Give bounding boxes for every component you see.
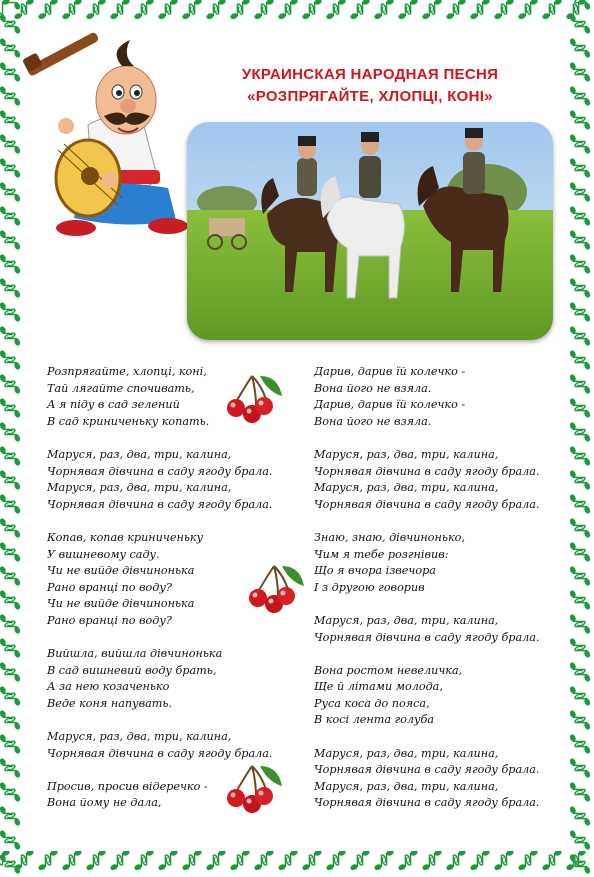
lyric-line: Розпрягайте, хлопці, коні, [47, 365, 207, 378]
lyric-line: А я піду в сад зелений [47, 398, 180, 412]
lyric-line: Що я вчора ізвечора [314, 564, 436, 578]
lyric-line: І з другою говорив [314, 580, 425, 594]
stanza [314, 663, 564, 729]
lyric-line: Маруся, раз, два, три, калина, [314, 447, 499, 461]
stanza [47, 646, 287, 712]
lyric-line: У вишневому саду. [47, 547, 160, 561]
music-note-border-top [0, 0, 594, 26]
lyric-line: Вона його не взяла. [314, 381, 432, 395]
lyric-line: В косі лента голуба [314, 713, 435, 727]
lyric-line: Чи не вийде дівчинонька [47, 564, 195, 578]
stanza [314, 447, 564, 513]
lyric-line: Копав, копав криниченьку [47, 530, 204, 544]
music-note-border-right [570, 0, 594, 877]
lyric-line: Чорнявая дівчина в саду ягоду брала. [47, 746, 273, 760]
lyric-line: Чорнявая дівчина в саду ягоду брала. [47, 497, 273, 511]
lyric-line: Просив, просив відеречко - [47, 779, 208, 793]
stanza [314, 364, 564, 430]
lyric-line: Руса коса до пояса, [314, 696, 430, 710]
lyric-line: Вона його не взяла. [314, 414, 432, 428]
lyric-line: Вона ростом невеличка, [314, 663, 463, 677]
lyric-line: Маруся, раз, два, три, калина, [314, 613, 499, 627]
music-note-border-bottom [0, 851, 594, 877]
lyric-line: Рано вранці по воду? [47, 613, 172, 627]
lyric-line: Маруся, раз, два, три, калина, [314, 481, 499, 495]
lyric-line: Чорнявая дівчина в саду ягоду брала. [314, 464, 540, 478]
lyric-line: Чорнявая дівчина в саду ягоду брала. [47, 464, 273, 478]
lyric-line: Маруся, раз, два, три, калина, [47, 730, 232, 744]
lyrics-column-right [314, 364, 564, 829]
lyric-line: Вийшла, вийшла дівчинонька [47, 647, 223, 661]
stanza [314, 530, 564, 596]
lyric-line: Ще й літами молода, [314, 680, 443, 694]
lyric-line: Дарив, дарив їй колечко - [314, 398, 466, 412]
stanza [314, 746, 564, 812]
stanza [47, 729, 287, 762]
lyric-line: Веде коня напувать. [47, 696, 173, 710]
title-line-2: «РОЗПРЯГАЙТЕ, ХЛОПЦІ, КОНІ» [247, 88, 493, 105]
lyric-line: Маруся, раз, два, три, калина, [314, 779, 499, 793]
page-title [200, 64, 540, 108]
stanza [314, 613, 564, 646]
lyric-line: Маруся, раз, два, три, калина, [47, 447, 232, 461]
lyric-line: В сад вишневий воду брать, [47, 663, 217, 677]
lyric-line: Рано вранці по воду? [47, 580, 172, 594]
lyric-line: Чи не вийде дівчинонька [47, 597, 195, 611]
lyric-line: Чорнявая дівчина в саду ягоду брала. [314, 497, 540, 511]
stanza [47, 447, 287, 513]
stanza [47, 364, 287, 430]
lyric-line: В сад криниченьку копать. [47, 414, 210, 428]
lyrics-column-left [47, 364, 287, 829]
lyric-line: Чорнявая дівчина в саду ягоду брала. [314, 763, 540, 777]
stanza [47, 779, 287, 812]
title-line-1: УКРАИНСКАЯ НАРОДНАЯ ПЕСНЯ [241, 66, 499, 83]
cossacks-photo [187, 122, 553, 340]
lyric-line: Вона йому не дала, [47, 796, 162, 810]
lyric-line: Тай лягайте спочивать, [47, 381, 195, 395]
lyric-line: А за нею козаченько [47, 680, 170, 694]
lyric-line: Дарив, дарив їй колечко - [314, 365, 466, 378]
stanza [47, 530, 287, 630]
lyric-line: Чим я тебе розгнівив: [314, 547, 449, 561]
cossack-bandura-illustration [18, 30, 188, 240]
lyric-line: Чорнявая дівчина в саду ягоду брала. [314, 796, 540, 810]
lyric-line: Маруся, раз, два, три, калина, [314, 746, 499, 760]
lyric-line: Знаю, знаю, дівчинонько, [314, 530, 465, 544]
lyric-line: Чорнявая дівчина в саду ягоду брала. [314, 630, 540, 644]
lyric-line: Маруся, раз, два, три, калина, [47, 481, 232, 495]
